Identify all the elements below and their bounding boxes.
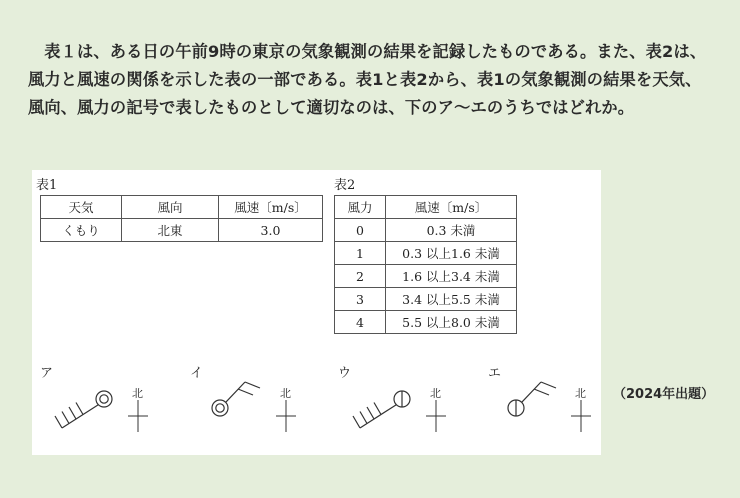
table1-header-speed: 風速〔m/s〕 <box>219 196 323 219</box>
table2-force-1: 1 <box>335 242 386 265</box>
choice-label-u: ウ <box>338 366 352 381</box>
figure-area <box>32 170 601 455</box>
table1-header-weather: 天気 <box>41 196 122 219</box>
compass-north-e: 北 <box>575 387 586 400</box>
table1-cell-speed: 3.0 <box>219 219 323 242</box>
table2-speed-3: 3.4 以上5.5 未満 <box>386 288 517 311</box>
table1-header-direction: 風向 <box>122 196 219 219</box>
table2-force-3: 3 <box>335 288 386 311</box>
table1-cell-weather: くもり <box>41 219 122 242</box>
compass-north-i: 北 <box>280 387 291 400</box>
table2-speed-2: 1.6 以上3.4 未満 <box>386 265 517 288</box>
choice-label-e: エ <box>488 366 502 381</box>
table2-force-2: 2 <box>335 265 386 288</box>
table2-header-force: 風力 <box>335 196 386 219</box>
weather-symbol-e <box>32 170 601 455</box>
table1-cell-direction: 北東 <box>122 219 219 242</box>
table2-force-0: 0 <box>335 219 386 242</box>
choice-label-i: イ <box>190 366 204 381</box>
table2-speed-4: 5.5 以上8.0 未満 <box>386 311 517 334</box>
compass-north-a: 北 <box>132 387 143 400</box>
table2-header-speed: 風速〔m/s〕 <box>386 196 517 219</box>
source-note: （2024年出題） <box>613 387 715 402</box>
table1-label: 表1 <box>36 178 58 193</box>
choice-label-a: ア <box>40 366 54 381</box>
question-text: 表１は、ある日の午前9時の東京の気象観測の結果を記録したものである。また、表2は、風力と風速の関係を示した表の一部である。表1と表2から、表1の気象観測の結果を天気、風向、風力の記号で表したものとして適切なのは、下のア～エのうちではどれか。 <box>28 42 707 117</box>
table2-speed-1: 0.3 以上1.6 未満 <box>386 242 517 265</box>
table2-speed-0: 0.3 未満 <box>386 219 517 242</box>
table2-force-4: 4 <box>335 311 386 334</box>
table2-label: 表2 <box>334 178 356 193</box>
compass-north-u: 北 <box>430 387 441 400</box>
